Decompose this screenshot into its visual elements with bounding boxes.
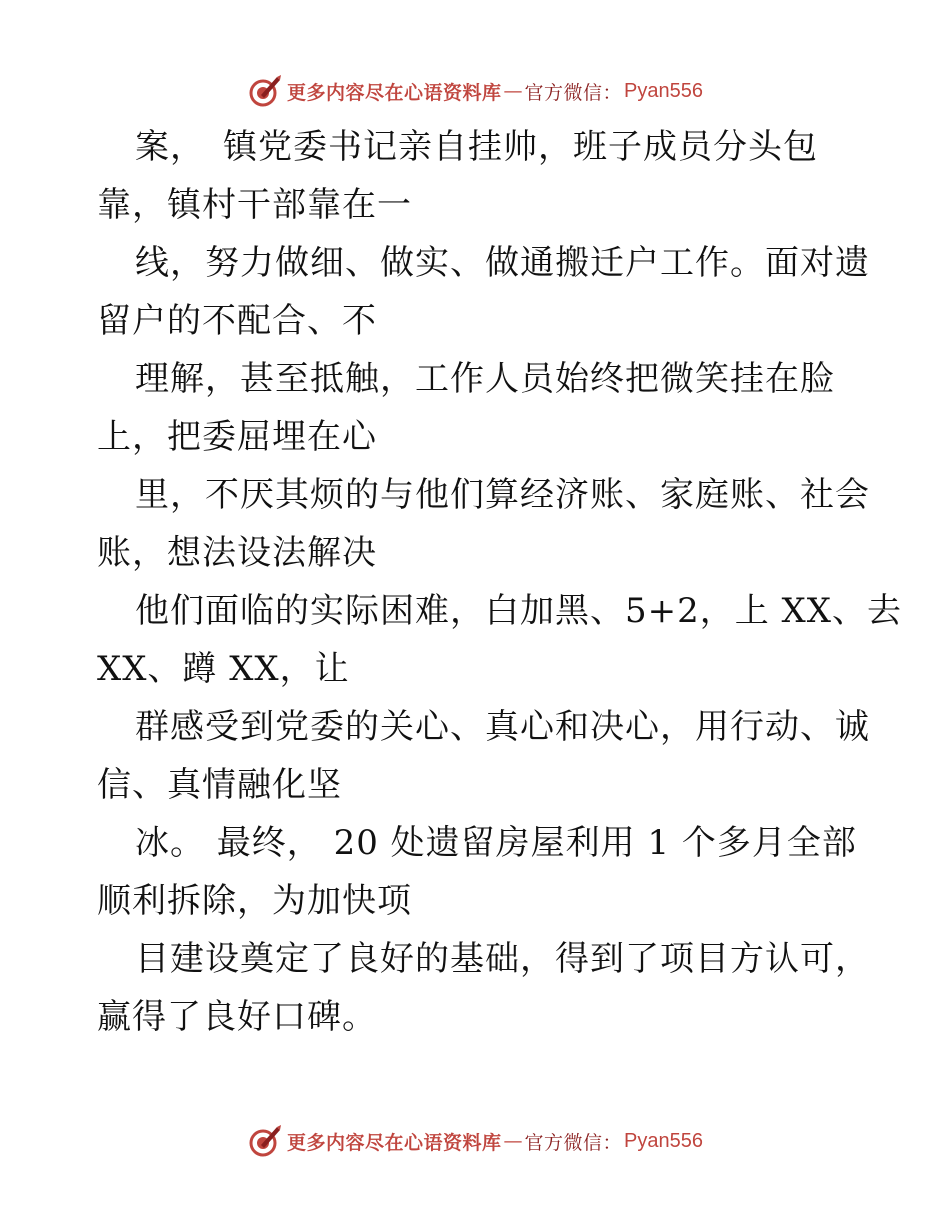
wechat-id: Pyan556: [624, 1129, 703, 1152]
body-line: 冰。 最终， 20 处遗留房屋利用 1 个多月全部: [135, 823, 857, 863]
body-line: 赢得了良好口碑。: [97, 997, 377, 1037]
body-line: 群感受到党委的关心、真心和决心，用行动、诚: [135, 707, 870, 747]
document-body: [97, 118, 902, 1046]
body-line: 案， 镇党委书记亲自挂帅，班子成员分头包: [135, 127, 818, 167]
quill-pen-logo-icon: [247, 1123, 283, 1159]
body-line: 他们面临的实际困难，白加黑、5+2，上 XX、去: [135, 591, 902, 631]
body-line: 留户的不配合、不: [97, 301, 377, 341]
body-line: 理解，甚至抵触，工作人员始终把微笑挂在脸: [135, 359, 835, 399]
quill-pen-logo-icon: [247, 73, 283, 109]
footer-banner: [0, 1121, 950, 1161]
body-line: 目建设奠定了良好的基础，得到了项目方认可，: [135, 939, 870, 979]
body-line: 信、真情融化坚: [97, 765, 342, 805]
body-line: 顺利拆除，为加快项: [97, 881, 412, 921]
body-line: 靠，镇村干部靠在一: [97, 185, 412, 225]
brand-text: 更多内容尽在心语资料库: [287, 1131, 502, 1154]
brand-text: 更多内容尽在心语资料库: [287, 81, 502, 104]
body-line: 里，不厌其烦的与他们算经济账、家庭账、社会: [135, 475, 870, 515]
body-line: 上，把委屈埋在心: [97, 417, 377, 457]
wechat-label: 官方微信：: [524, 81, 623, 104]
body-line: 账，想法设法解决: [97, 533, 377, 573]
banner-separator: —: [503, 80, 523, 102]
body-line: 线，努力做细、做实、做通搬迁户工作。面对遗: [135, 243, 870, 283]
wechat-id: Pyan556: [624, 79, 703, 102]
wechat-label: 官方微信：: [524, 1131, 623, 1154]
banner-separator: —: [503, 1130, 523, 1152]
header-banner: [0, 71, 950, 111]
body-line: XX、蹲 XX，让: [97, 649, 350, 689]
